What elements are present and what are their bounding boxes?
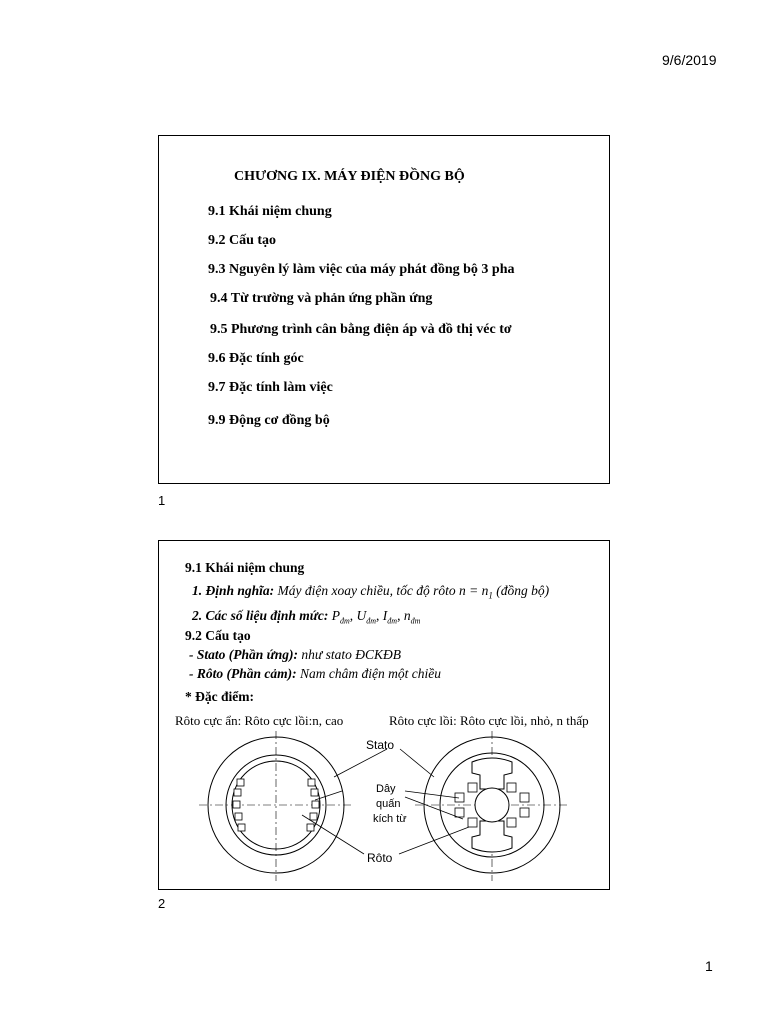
rotor-pole — [472, 821, 512, 852]
pointer-line — [405, 797, 463, 819]
page-number: 1 — [705, 958, 713, 974]
rated-values-line — [192, 608, 420, 626]
pointer-line — [399, 827, 469, 854]
toc-item: 9.9 Động cơ đồng bộ — [208, 413, 330, 428]
label-winding-3: kích từ — [373, 813, 407, 825]
label-winding-1: Dây — [376, 783, 396, 795]
separator: , — [349, 608, 357, 623]
rotor-label: - Rôto (Phần cảm): — [189, 666, 297, 681]
rotor-hub — [475, 788, 509, 822]
definition-line — [192, 583, 549, 601]
definition-text: Máy điện xoay chiều, tốc độ rôto n = n — [274, 583, 489, 598]
rated-p: P — [331, 608, 340, 623]
winding-coil — [455, 808, 464, 817]
winding-coil — [507, 818, 516, 827]
section-heading: 9.1 Khái niệm chung — [185, 560, 305, 575]
winding-coil — [520, 808, 529, 817]
slide-1 — [158, 135, 610, 484]
slide-2-number: 2 — [158, 896, 166, 911]
slide-1-title: CHƯƠNG IX. MÁY ĐIỆN ĐỒNG BỘ — [234, 169, 465, 184]
subscript: đm — [387, 616, 398, 626]
caption-right: Rôto cực lồi: Rôto cực lồi, nhỏ, n thấp — [389, 713, 589, 728]
rated-u: U — [356, 608, 367, 623]
slot — [312, 801, 319, 808]
rated-i: I — [382, 608, 388, 623]
rotor-text: Nam châm điện một chiều — [296, 666, 441, 681]
stator-label: - Stato (Phần ứng): — [189, 647, 298, 662]
label-roto: Rôto — [367, 851, 393, 865]
subscript: đm — [339, 616, 350, 626]
slot — [235, 813, 242, 820]
stator-text: như stato ĐCKĐB — [297, 647, 401, 662]
slot — [308, 779, 315, 786]
toc-item: 9.3 Nguyên lý làm việc của máy phát đồng bộ 3 pha — [208, 262, 515, 277]
separator: , — [376, 608, 383, 623]
slot — [238, 824, 245, 831]
salient-pole-rotor-machine — [399, 731, 569, 881]
toc-item: 9.7 Đặc tính làm việc — [208, 380, 333, 395]
toc-item: 9.5 Phương trình cân bằng điện áp và đồ thị véc tơ — [210, 322, 512, 337]
pointer-line — [405, 791, 459, 798]
separator: , — [397, 608, 404, 623]
rotor-pole — [472, 758, 512, 789]
winding-coil — [468, 818, 477, 827]
winding-coil — [507, 783, 516, 792]
pointer-line — [400, 749, 434, 777]
label-winding-2: quấn — [376, 798, 401, 810]
section-heading: 9.2 Cấu tạo — [185, 628, 251, 643]
slot — [307, 824, 314, 831]
definition-subscript: 1 — [488, 590, 493, 601]
winding-coil — [468, 783, 477, 792]
slot — [233, 801, 240, 808]
toc-item: 9.1 Khái niệm chung — [208, 204, 332, 219]
caption-left: Rôto cực ẩn: Rôto cực lồi:n, cao — [175, 713, 344, 728]
slot — [310, 813, 317, 820]
features-heading: * Đặc điểm: — [185, 689, 254, 704]
rated-label: 2. Các số liệu định mức: — [192, 608, 329, 623]
definition-label: 1. Định nghĩa: — [192, 583, 275, 598]
slide-1-number: 1 — [158, 493, 166, 508]
pointer-line — [334, 749, 387, 777]
toc-item: 9.6 Đặc tính góc — [208, 351, 304, 366]
definition-tail: (đồng bộ) — [492, 583, 550, 598]
slot — [234, 789, 241, 796]
toc-item: 9.2 Cấu tạo — [208, 233, 277, 248]
rated-n: n — [403, 608, 411, 623]
winding-coil — [520, 793, 529, 802]
cylindrical-rotor-machine — [199, 731, 387, 881]
slot — [311, 789, 318, 796]
pointer-line — [302, 815, 364, 854]
rotor-line — [189, 666, 441, 682]
label-stato: Stato — [366, 738, 395, 752]
machine-diagram — [159, 731, 609, 889]
subscript: đm — [366, 616, 377, 626]
slide-2 — [158, 540, 610, 890]
slot — [237, 779, 244, 786]
stator-line — [189, 647, 401, 663]
header-date: 9/6/2019 — [662, 52, 717, 68]
subscript: đm — [410, 616, 421, 626]
toc-item: 9.4 Từ trường và phản ứng phần ứng — [210, 291, 433, 306]
